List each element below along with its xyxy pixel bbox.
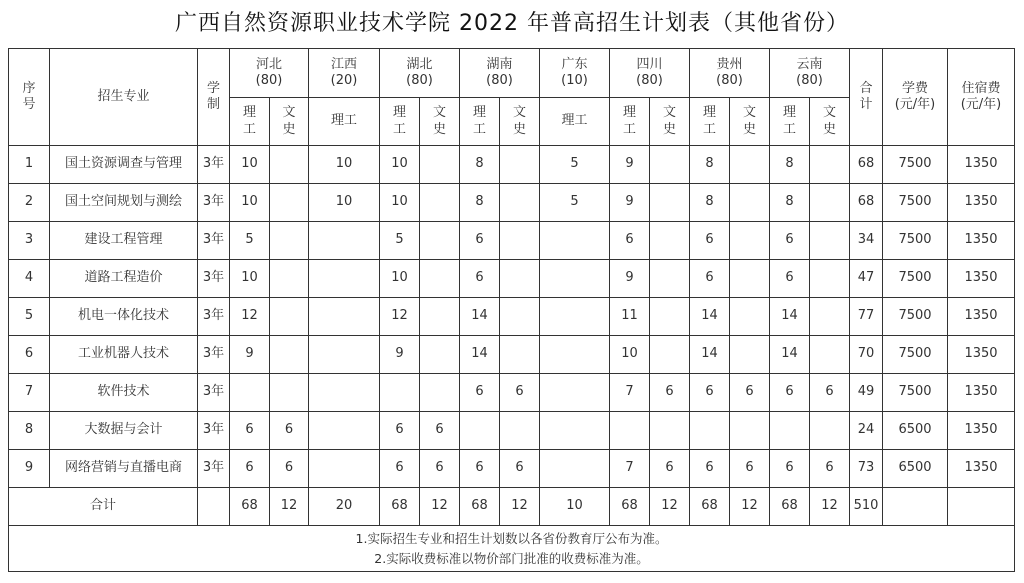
track-arts: 文 史 (730, 98, 770, 146)
cell-sichuan-arts: 6 (650, 374, 690, 412)
cell-lodging: 1350 (948, 146, 1015, 184)
cell-guangdong: 5 (540, 146, 610, 184)
cell-yunnan-science: 8 (770, 184, 810, 222)
totals-tuition (883, 488, 948, 526)
cell-tuition: 6500 (883, 450, 948, 488)
cell-guangdong: 5 (540, 184, 610, 222)
cell-jiangxi (309, 412, 380, 450)
cell-hebei-arts (270, 222, 309, 260)
track-arts: 文 史 (500, 98, 540, 146)
cell-guizhou-arts (730, 412, 770, 450)
cell-guizhou-science: 6 (690, 260, 730, 298)
cell-yunnan-science: 6 (770, 222, 810, 260)
track-science: 理 工 (610, 98, 650, 146)
cell-hubei-science: 9 (380, 336, 420, 374)
cell-hunan-science: 6 (460, 450, 500, 488)
cell-sichuan-arts (650, 336, 690, 374)
cell-hebei-science: 10 (230, 146, 270, 184)
row-major: 建设工程管理 (50, 222, 198, 260)
total-yunnan-arts: 12 (810, 488, 850, 526)
row-years: 3年 (198, 298, 230, 336)
cell-hebei-science: 9 (230, 336, 270, 374)
total-hunan-arts: 12 (500, 488, 540, 526)
province-yunnan: 云南 (80) (770, 49, 850, 98)
row-major: 国土空间规划与测绘 (50, 184, 198, 222)
header-years: 学 制 (198, 49, 230, 146)
province-hubei: 湖北 (80) (380, 49, 460, 98)
cell-hebei-science: 5 (230, 222, 270, 260)
row-years: 3年 (198, 412, 230, 450)
row-years: 3年 (198, 450, 230, 488)
cell-hunan-science: 6 (460, 260, 500, 298)
cell-hubei-science: 12 (380, 298, 420, 336)
page-title: 广西自然资源职业技术学院 2022 年普高招生计划表（其他省份） (175, 11, 849, 36)
cell-sichuan-science: 9 (610, 260, 650, 298)
row-years: 3年 (198, 260, 230, 298)
province-guizhou: 贵州 (80) (690, 49, 770, 98)
cell-yunnan-arts (810, 260, 850, 298)
cell-sichuan-science: 9 (610, 146, 650, 184)
cell-hunan-arts (500, 260, 540, 298)
cell-jiangxi (309, 450, 380, 488)
track-science: 理 工 (230, 98, 270, 146)
table-row (9, 374, 1015, 412)
cell-sichuan-science: 7 (610, 450, 650, 488)
total-hubei-science: 68 (380, 488, 420, 526)
total-yunnan-science: 68 (770, 488, 810, 526)
cell-guizhou-science: 6 (690, 374, 730, 412)
cell-tuition: 7500 (883, 298, 948, 336)
totals-row (9, 488, 1015, 526)
totals-lodging (948, 488, 1015, 526)
cell-yunnan-science: 6 (770, 260, 810, 298)
cell-row-total: 49 (850, 374, 883, 412)
header-row-provinces (9, 49, 1015, 98)
cell-hebei-arts (270, 336, 309, 374)
row-seq: 8 (9, 412, 50, 450)
cell-hebei-arts: 6 (270, 412, 309, 450)
track-science: 理 工 (380, 98, 420, 146)
cell-yunnan-arts (810, 222, 850, 260)
cell-guizhou-science: 6 (690, 450, 730, 488)
row-seq: 7 (9, 374, 50, 412)
row-seq: 5 (9, 298, 50, 336)
province-hebei: 河北 (80) (230, 49, 309, 98)
cell-guangdong (540, 222, 610, 260)
header-seq: 序 号 (9, 49, 50, 146)
cell-sichuan-science: 7 (610, 374, 650, 412)
cell-guizhou-science: 8 (690, 184, 730, 222)
row-seq: 3 (9, 222, 50, 260)
cell-sichuan-science (610, 412, 650, 450)
table-row (9, 450, 1015, 488)
cell-hubei-arts (420, 260, 460, 298)
row-major: 工业机器人技术 (50, 336, 198, 374)
cell-guizhou-arts (730, 336, 770, 374)
cell-hebei-science: 6 (230, 450, 270, 488)
cell-sichuan-arts (650, 260, 690, 298)
row-seq: 9 (9, 450, 50, 488)
row-seq: 2 (9, 184, 50, 222)
total-hebei-science: 68 (230, 488, 270, 526)
row-seq: 4 (9, 260, 50, 298)
cell-guangdong (540, 298, 610, 336)
cell-hubei-science: 6 (380, 450, 420, 488)
cell-lodging: 1350 (948, 184, 1015, 222)
cell-guizhou-arts: 6 (730, 374, 770, 412)
cell-hunan-arts (500, 412, 540, 450)
cell-hubei-science: 5 (380, 222, 420, 260)
row-seq: 1 (9, 146, 50, 184)
cell-yunnan-arts: 6 (810, 374, 850, 412)
cell-tuition: 7500 (883, 336, 948, 374)
cell-hubei-science: 10 (380, 184, 420, 222)
row-years: 3年 (198, 184, 230, 222)
table-row (9, 260, 1015, 298)
track-arts: 文 史 (650, 98, 690, 146)
cell-guangdong (540, 450, 610, 488)
cell-yunnan-arts: 6 (810, 450, 850, 488)
cell-yunnan-arts (810, 146, 850, 184)
notes-cell (9, 526, 1015, 572)
cell-row-total: 47 (850, 260, 883, 298)
cell-hunan-arts (500, 184, 540, 222)
cell-guizhou-science: 14 (690, 298, 730, 336)
total-sichuan-arts: 12 (650, 488, 690, 526)
cell-guizhou-arts (730, 222, 770, 260)
total-hebei-arts: 12 (270, 488, 309, 526)
row-major: 网络营销与直播电商 (50, 450, 198, 488)
track-science: 理工 (540, 98, 610, 146)
cell-guizhou-arts: 6 (730, 450, 770, 488)
header-total: 合 计 (850, 49, 883, 146)
province-hunan: 湖南 (80) (460, 49, 540, 98)
cell-hebei-science: 10 (230, 184, 270, 222)
cell-hebei-arts (270, 374, 309, 412)
track-arts: 文 史 (270, 98, 309, 146)
total-sichuan-science: 68 (610, 488, 650, 526)
cell-lodging: 1350 (948, 412, 1015, 450)
cell-sichuan-arts (650, 222, 690, 260)
cell-sichuan-science: 9 (610, 184, 650, 222)
cell-guangdong (540, 260, 610, 298)
row-seq: 6 (9, 336, 50, 374)
row-years: 3年 (198, 336, 230, 374)
cell-hunan-science: 8 (460, 146, 500, 184)
table-row (9, 412, 1015, 450)
cell-hubei-arts (420, 184, 460, 222)
cell-guangdong (540, 374, 610, 412)
cell-hebei-science (230, 374, 270, 412)
cell-hubei-arts (420, 298, 460, 336)
cell-yunnan-science (770, 412, 810, 450)
row-years: 3年 (198, 374, 230, 412)
cell-sichuan-science: 10 (610, 336, 650, 374)
cell-guizhou-arts (730, 260, 770, 298)
cell-hunan-arts (500, 336, 540, 374)
province-guangdong: 广东 (10) (540, 49, 610, 98)
cell-tuition: 7500 (883, 260, 948, 298)
header-tuition: 学费 (元/年) (883, 49, 948, 146)
cell-sichuan-arts (650, 146, 690, 184)
cell-lodging: 1350 (948, 374, 1015, 412)
cell-hebei-arts (270, 260, 309, 298)
cell-guizhou-arts (730, 146, 770, 184)
cell-jiangxi (309, 260, 380, 298)
total-guangdong: 10 (540, 488, 610, 526)
track-arts: 文 史 (810, 98, 850, 146)
row-major: 软件技术 (50, 374, 198, 412)
table-row (9, 184, 1015, 222)
cell-hebei-arts (270, 184, 309, 222)
cell-row-total: 70 (850, 336, 883, 374)
cell-row-total: 77 (850, 298, 883, 336)
cell-tuition: 7500 (883, 146, 948, 184)
cell-yunnan-arts (810, 298, 850, 336)
cell-lodging: 1350 (948, 336, 1015, 374)
row-major: 机电一体化技术 (50, 298, 198, 336)
cell-row-total: 68 (850, 146, 883, 184)
header-lodging: 住宿费 (元/年) (948, 49, 1015, 146)
cell-hebei-science: 6 (230, 412, 270, 450)
cell-hubei-arts (420, 336, 460, 374)
cell-tuition: 6500 (883, 412, 948, 450)
cell-jiangxi (309, 374, 380, 412)
cell-hubei-arts (420, 146, 460, 184)
cell-yunnan-science: 14 (770, 336, 810, 374)
totals-label: 合计 (9, 488, 198, 526)
cell-hubei-science (380, 374, 420, 412)
row-years: 3年 (198, 146, 230, 184)
cell-row-total: 24 (850, 412, 883, 450)
total-guizhou-arts: 12 (730, 488, 770, 526)
track-science: 理 工 (460, 98, 500, 146)
notes-row (9, 526, 1015, 572)
cell-yunnan-science: 14 (770, 298, 810, 336)
table-row (9, 146, 1015, 184)
cell-hubei-arts: 6 (420, 450, 460, 488)
cell-guizhou-science: 14 (690, 336, 730, 374)
cell-sichuan-science: 11 (610, 298, 650, 336)
row-years: 3年 (198, 222, 230, 260)
total-guizhou-science: 68 (690, 488, 730, 526)
cell-jiangxi: 10 (309, 146, 380, 184)
cell-row-total: 34 (850, 222, 883, 260)
cell-hebei-science: 10 (230, 260, 270, 298)
cell-tuition: 7500 (883, 374, 948, 412)
track-arts: 文 史 (420, 98, 460, 146)
row-major: 道路工程造价 (50, 260, 198, 298)
cell-hunan-arts (500, 222, 540, 260)
cell-guizhou-arts (730, 298, 770, 336)
cell-jiangxi (309, 298, 380, 336)
cell-tuition: 7500 (883, 184, 948, 222)
cell-yunnan-arts (810, 336, 850, 374)
cell-hebei-arts: 6 (270, 450, 309, 488)
cell-hubei-arts (420, 374, 460, 412)
cell-hunan-arts: 6 (500, 450, 540, 488)
cell-sichuan-arts (650, 184, 690, 222)
cell-hunan-science: 14 (460, 336, 500, 374)
track-science: 理 工 (770, 98, 810, 146)
cell-guizhou-arts (730, 184, 770, 222)
cell-tuition: 7500 (883, 222, 948, 260)
cell-lodging: 1350 (948, 222, 1015, 260)
cell-lodging: 1350 (948, 298, 1015, 336)
cell-jiangxi (309, 336, 380, 374)
cell-guizhou-science: 6 (690, 222, 730, 260)
cell-yunnan-science: 8 (770, 146, 810, 184)
enrollment-plan-table (8, 48, 1015, 572)
cell-hunan-arts: 6 (500, 374, 540, 412)
cell-hubei-science: 10 (380, 260, 420, 298)
grand-total: 510 (850, 488, 883, 526)
note-line: 1.实际招生专业和招生计划数以各省份教育厅公布为准。 (355, 530, 668, 546)
total-jiangxi: 20 (309, 488, 380, 526)
cell-jiangxi: 10 (309, 184, 380, 222)
table-row (9, 298, 1015, 336)
table-row (9, 222, 1015, 260)
cell-row-total: 73 (850, 450, 883, 488)
total-hubei-arts: 12 (420, 488, 460, 526)
cell-yunnan-science: 6 (770, 450, 810, 488)
cell-lodging: 1350 (948, 260, 1015, 298)
cell-sichuan-arts (650, 298, 690, 336)
cell-hubei-arts: 6 (420, 412, 460, 450)
cell-yunnan-arts (810, 412, 850, 450)
cell-hunan-science: 6 (460, 374, 500, 412)
cell-jiangxi (309, 222, 380, 260)
cell-hunan-science (460, 412, 500, 450)
cell-hubei-science: 10 (380, 146, 420, 184)
row-major: 国土资源调查与管理 (50, 146, 198, 184)
totals-years (198, 488, 230, 526)
row-major: 大数据与会计 (50, 412, 198, 450)
cell-row-total: 68 (850, 184, 883, 222)
cell-guangdong (540, 336, 610, 374)
header-major: 招生专业 (50, 49, 198, 146)
track-science: 理 工 (690, 98, 730, 146)
cell-hebei-arts (270, 146, 309, 184)
cell-sichuan-arts: 6 (650, 450, 690, 488)
cell-lodging: 1350 (948, 450, 1015, 488)
total-hunan-science: 68 (460, 488, 500, 526)
cell-yunnan-science: 6 (770, 374, 810, 412)
cell-guizhou-science: 8 (690, 146, 730, 184)
cell-yunnan-arts (810, 184, 850, 222)
cell-hebei-science: 12 (230, 298, 270, 336)
cell-hebei-arts (270, 298, 309, 336)
track-science: 理工 (309, 98, 380, 146)
province-sichuan: 四川 (80) (610, 49, 690, 98)
cell-hunan-science: 6 (460, 222, 500, 260)
table-row (9, 336, 1015, 374)
cell-hunan-science: 8 (460, 184, 500, 222)
cell-guangdong (540, 412, 610, 450)
cell-hunan-arts (500, 146, 540, 184)
note-line: 2.实际收费标准以物价部门批准的收费标准为准。 (374, 550, 649, 566)
cell-guizhou-science (690, 412, 730, 450)
cell-hubei-science: 6 (380, 412, 420, 450)
province-jiangxi: 江西 (20) (309, 49, 380, 98)
cell-sichuan-science: 6 (610, 222, 650, 260)
cell-sichuan-arts (650, 412, 690, 450)
cell-hubei-arts (420, 222, 460, 260)
cell-hunan-arts (500, 298, 540, 336)
cell-hunan-science: 14 (460, 298, 500, 336)
